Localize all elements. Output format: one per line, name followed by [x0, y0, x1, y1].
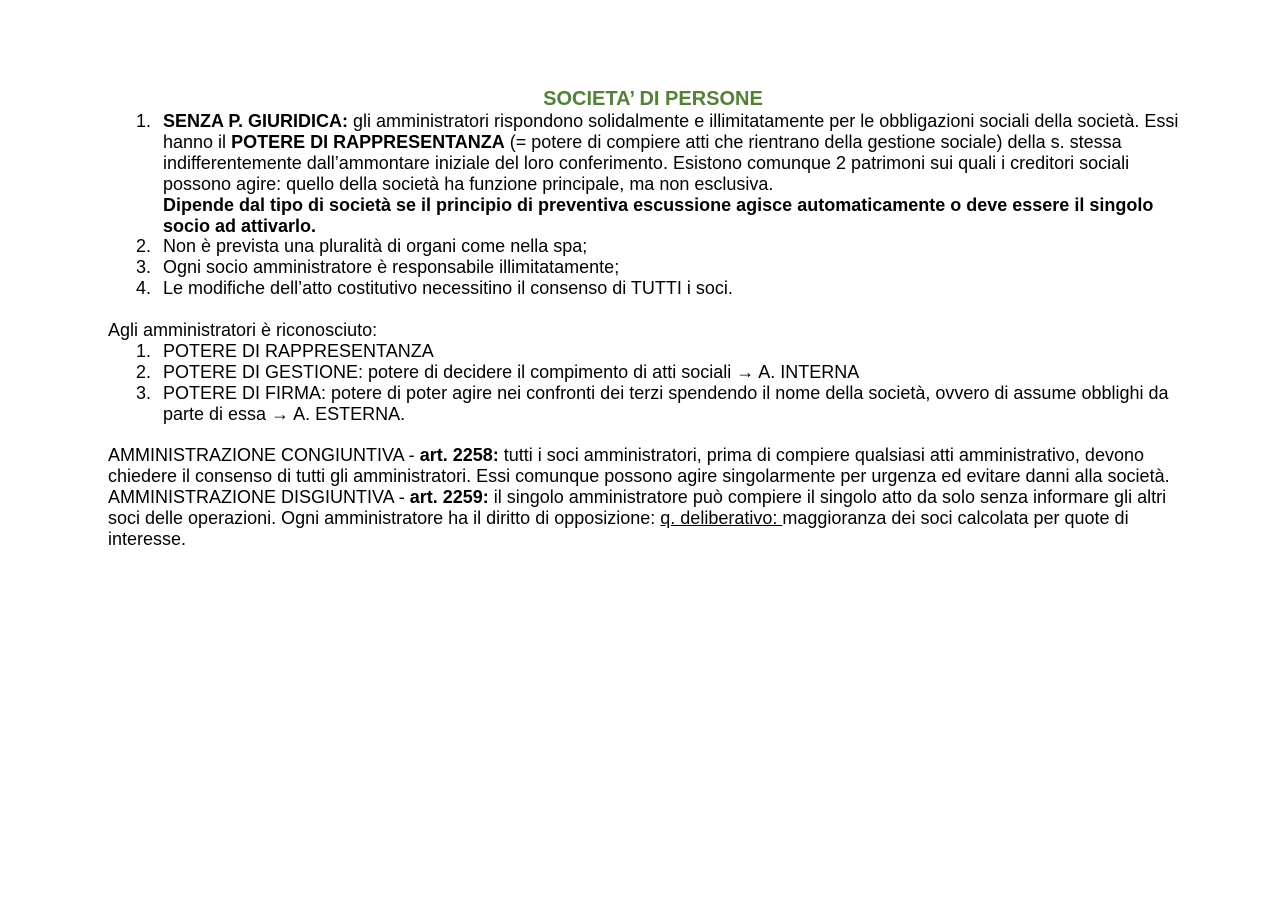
para-text: tutti i soci amministratori, prima di compiere qualsiasi atti amministrativo, devono chiedere il consenso di tutti gli amministratori. Essi comunque possono agire singolarmente per urgenza ed evitare danni alla società. AMMINISTRAZIONE DISGIUNTIVA -: [108, 445, 1170, 508]
list-item: [108, 362, 1198, 383]
list-item: [108, 383, 1198, 425]
item-text: POTERE DI GESTIONE: potere di decidere il compimento di atti sociali → A. INTERNA: [163, 361, 860, 382]
item-text: Le modifiche dell’atto costitutivo necessitino il consenso di TUTTI i soci.: [163, 278, 733, 299]
powers-list: [108, 341, 1198, 425]
list-number: 3.: [136, 382, 152, 403]
list-number: 1.: [136, 111, 152, 131]
item-text: POTERE DI RAPPRESENTANZA: [163, 340, 434, 361]
para-text: AMMINISTRAZIONE CONGIUNTIVA -: [108, 445, 420, 466]
list-number: 2.: [136, 361, 152, 382]
bold-term: SENZA P. GIURIDICA:: [163, 111, 349, 131]
item-text: gli amministratori rispondono solidalmente e illimitatamente per le obbligazioni sociali della società. Essi hanno il: [163, 111, 1179, 152]
list-item: [108, 236, 1198, 257]
spacer: [108, 299, 1198, 320]
list-item: [108, 341, 1198, 362]
bold-term: POTERE DI RAPPRESENTANZA: [231, 131, 505, 152]
list-number: 4.: [136, 278, 152, 299]
underlined-term: q. deliberativo:: [660, 508, 783, 529]
article-ref: art. 2259:: [409, 487, 489, 508]
article-ref: art. 2258:: [419, 445, 499, 466]
list-item: [108, 111, 1198, 236]
item-text: POTERE DI FIRMA: potere di poter agire nei confronti dei terzi spendendo il nome della società, ovvero di assume obblighi da parte di essa → A. ESTERNA.: [163, 382, 1169, 424]
list-number: 1.: [136, 340, 152, 361]
para-text: maggioranza dei soci calcolata per quote di interesse.: [108, 508, 1129, 550]
spacer: [108, 425, 1198, 446]
intro-paragraph: Agli amministratori è riconosciuto:: [108, 320, 378, 341]
item-text: Non è prevista una pluralità di organi come nella spa;: [163, 236, 588, 257]
document-content: [108, 87, 1198, 550]
features-list: [108, 111, 1198, 299]
bold-note: Dipende dal tipo di società se il principio di preventiva escussione agisce automaticamente o deve essere il singolo socio ad attivarlo.: [163, 194, 1154, 236]
list-item: [108, 257, 1198, 278]
administration-paragraph: [108, 445, 1198, 550]
list-number: 2.: [136, 236, 152, 257]
list-item: [108, 278, 1198, 299]
list-number: 3.: [136, 257, 152, 278]
item-text: (= potere di compiere atti che rientrano della gestione sociale) della s. stessa indifferentemente dall’ammontare iniziale del loro conferimento. Esistono comunque 2 patrimoni sui quali i creditori sociali possono agire: quello della società ha funzione principale, ma non esclusiva.: [163, 131, 1130, 194]
para-text: il singolo amministratore può compiere il singolo atto da solo senza informare gli altri soci delle operazioni. Ogni amministratore ha il diritto di opposizione:: [108, 487, 1167, 529]
item-text: Ogni socio amministratore è responsabile illimitatamente;: [163, 257, 620, 278]
page-title: SOCIETA’ DI PERSONE: [543, 88, 763, 110]
